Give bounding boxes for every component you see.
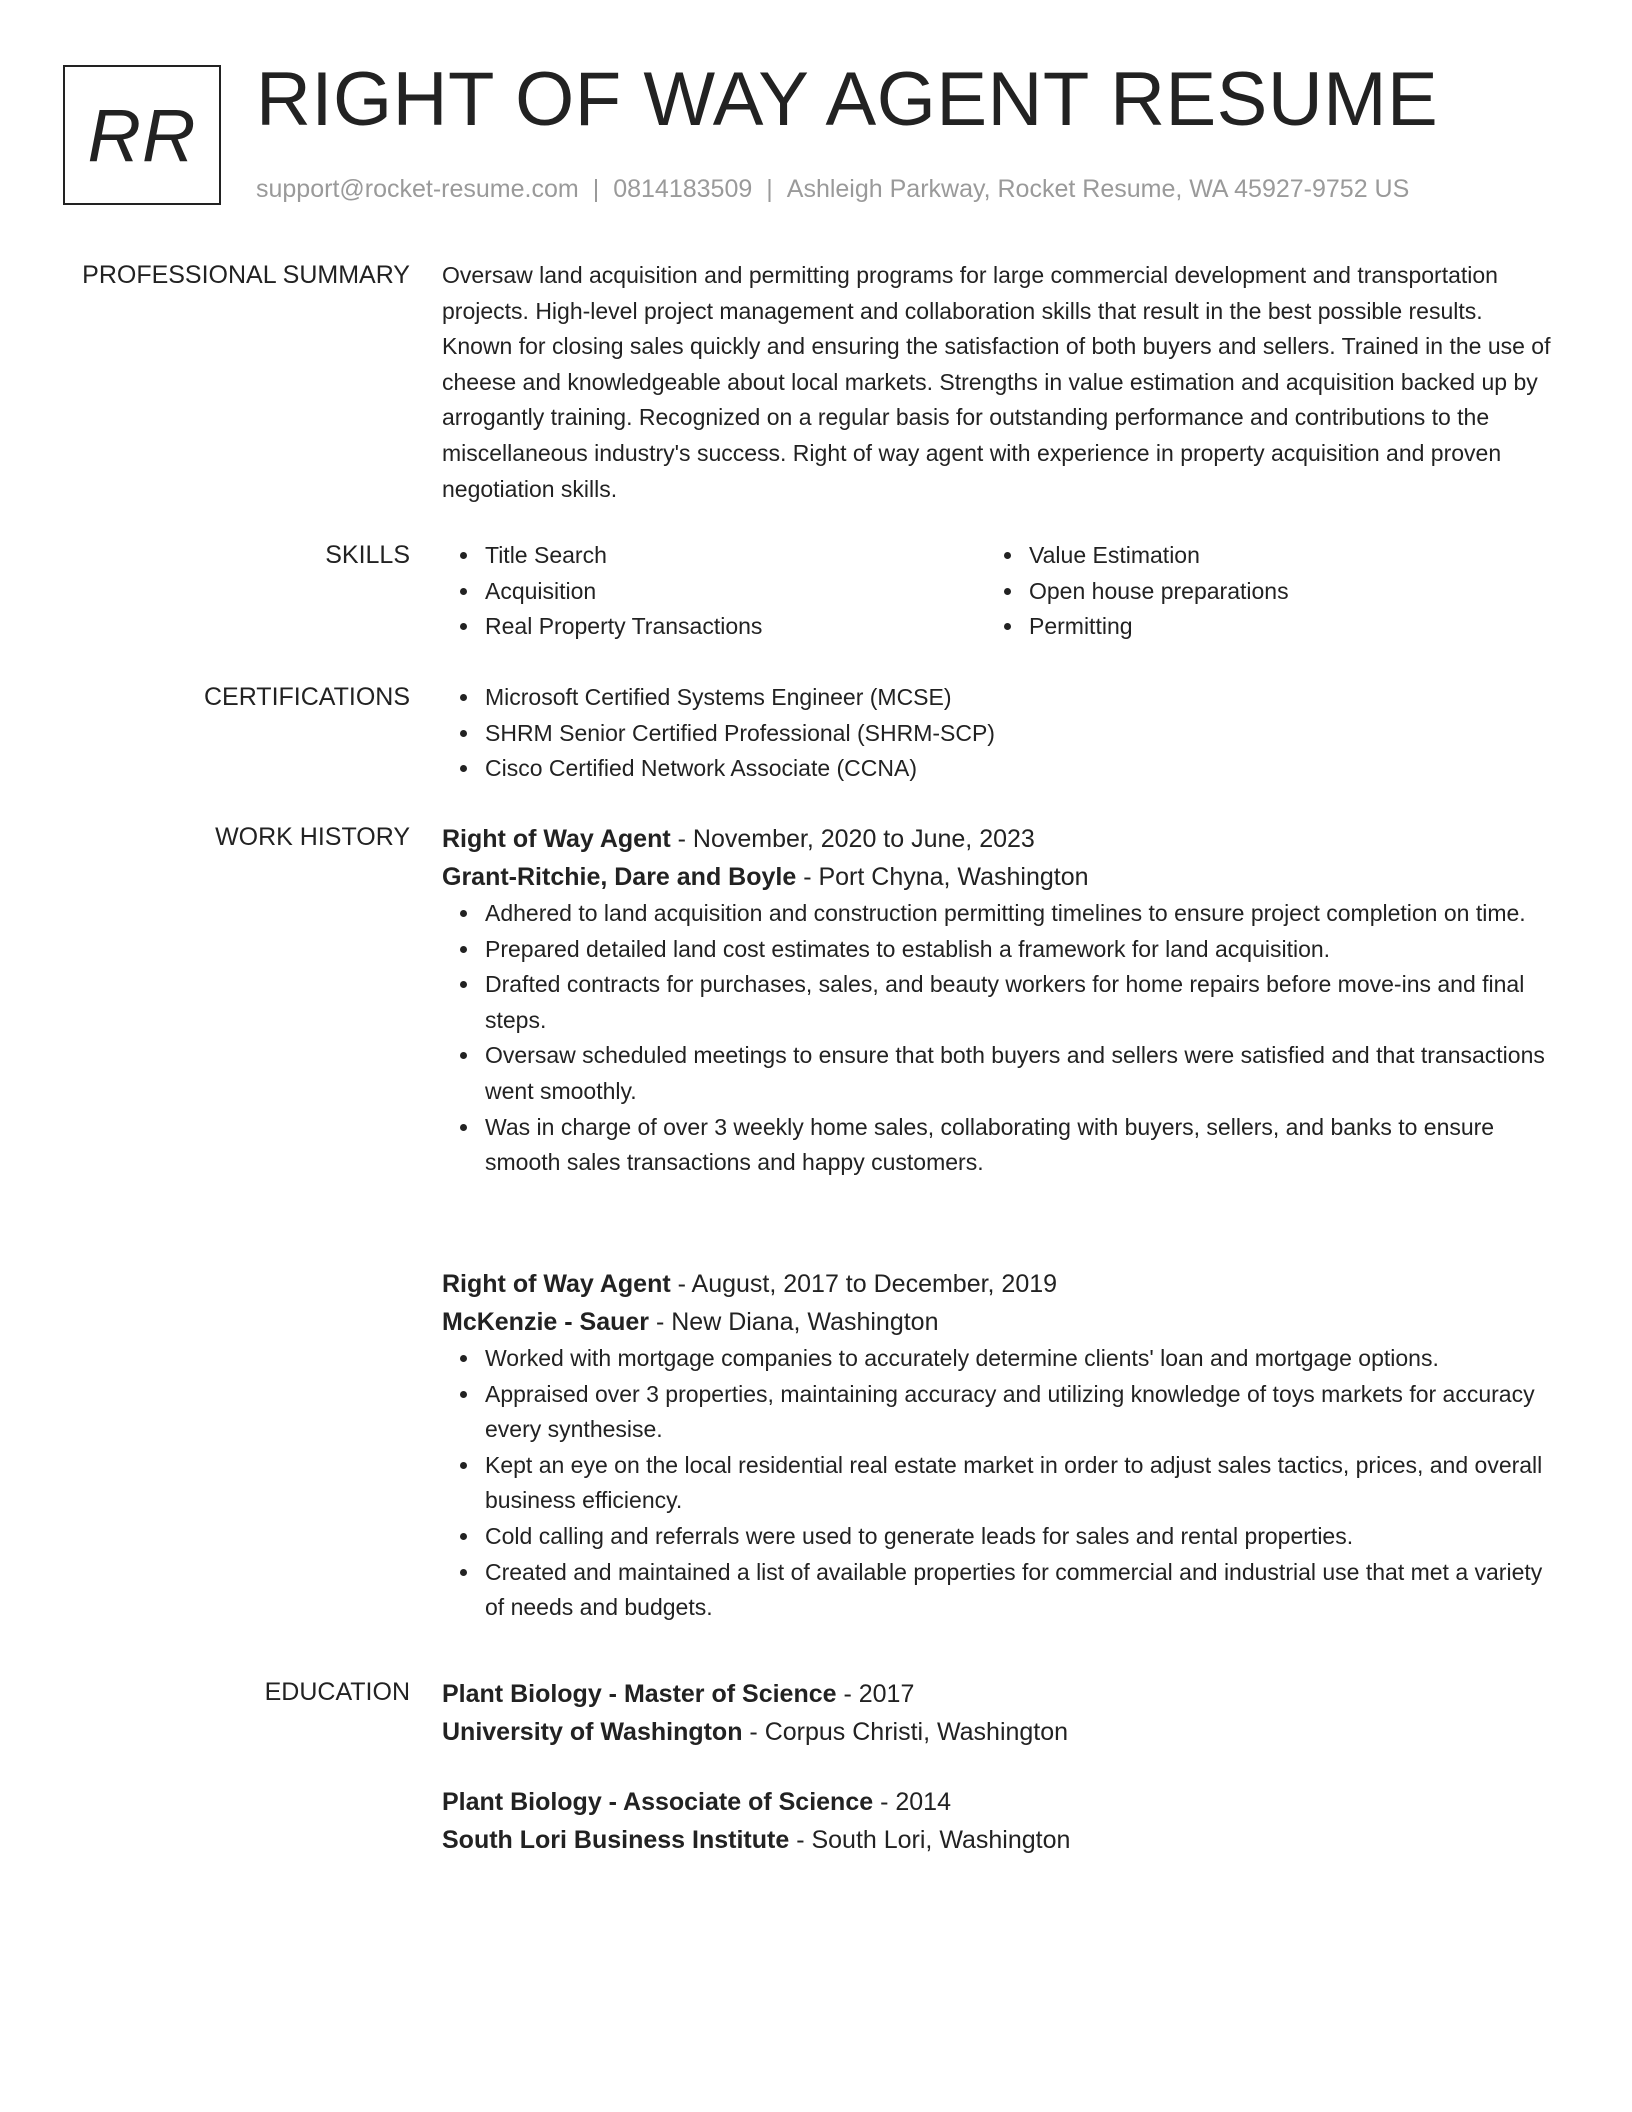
job-title-line	[442, 820, 1554, 858]
job-duty: Adhered to land acquisition and construction permitting timelines to ensure project completion on time.	[442, 896, 1554, 932]
education-body	[442, 1675, 1554, 1854]
job-title: Right of Way Agent	[442, 825, 671, 853]
job-duty: Worked with mortgage companies to accurately determine clients' loan and mortgage options.	[442, 1341, 1554, 1377]
job-duty: Drafted contracts for purchases, sales, and beauty workers for home repairs before move-ins and final steps.	[442, 967, 1554, 1038]
contact-address: Ashleigh Parkway, Rocket Resume, WA 45927-9752 US	[786, 175, 1410, 203]
monogram-initials: RR	[87, 93, 197, 177]
certifications-list	[442, 680, 1554, 787]
job-location: - New Diana, Washington	[649, 1308, 939, 1336]
education-year: - 2014	[873, 1788, 951, 1816]
skill-item: Real Property Transactions	[442, 609, 986, 645]
education-entry	[442, 1783, 1070, 1859]
job-entry	[442, 1265, 1554, 1626]
certifications-body	[442, 680, 1554, 787]
job-duties-list	[442, 1341, 1554, 1626]
contact-phone: 0814183509	[613, 175, 753, 203]
certification-item: Cisco Certified Network Associate (CCNA)	[442, 751, 1554, 787]
certification-item: SHRM Senior Certified Professional (SHRM-SCP)	[442, 716, 1554, 752]
education-degree: Plant Biology - Associate of Science	[442, 1788, 874, 1816]
education-school-line	[442, 1713, 1554, 1751]
job-dates: - November, 2020 to June, 2023	[670, 825, 1035, 853]
education-entry	[442, 1675, 1554, 1751]
job-company-line	[442, 858, 1554, 896]
skills-list-right	[986, 538, 1530, 645]
section-label-summary: PROFESSIONAL SUMMARY	[82, 261, 410, 289]
skill-item: Permitting	[986, 609, 1530, 645]
contact-separator: |	[592, 175, 600, 203]
education-degree-line	[442, 1783, 1070, 1821]
skill-item: Title Search	[442, 538, 986, 574]
summary-body	[442, 258, 1554, 507]
job-entry	[442, 820, 1554, 1181]
skill-item: Acquisition	[442, 574, 986, 610]
skills-body	[442, 538, 1554, 645]
education-degree-line	[442, 1675, 1554, 1713]
skill-item: Value Estimation	[986, 538, 1530, 574]
education-year: - 2017	[836, 1680, 915, 1708]
summary-text: Oversaw land acquisition and permitting programs for large commercial development and transportation projects. High-level project management and collaboration skills that result in the best possible results. Known for closing sales quickly and ensuring the satisfaction of both buyers and sellers. Trained in the use of cheese and knowledgeable about local markets. Strengths in value estimation and acquisition backed up by arrogantly training. Recognized on a regular basis for outstanding performance and contributions to the miscellaneous industry's success. Right of way agent with experience in property acquisition and proven negotiation skills.	[442, 262, 1551, 502]
job-location: - Port Chyna, Washington	[796, 863, 1089, 891]
section-label-work: WORK HISTORY	[215, 823, 410, 851]
job-duty: Appraised over 3 properties, maintaining accuracy and utilizing knowledge of toys markets for accuracy every synthesise.	[442, 1377, 1554, 1448]
job-title: Right of Way Agent	[442, 1270, 671, 1298]
contact-email: support@rocket-resume.com	[256, 175, 579, 203]
education-location: - South Lori, Washington	[789, 1826, 1071, 1854]
section-label-skills: SKILLS	[325, 541, 410, 569]
job-dates: - August, 2017 to December, 2019	[670, 1270, 1058, 1298]
job-duty: Was in charge of over 3 weekly home sales, collaborating with buyers, sellers, and banks to ensure smooth sales transactions and happy customers.	[442, 1110, 1554, 1181]
skill-item: Open house preparations	[986, 574, 1530, 610]
work-body	[442, 820, 1554, 1621]
contact-separator: |	[766, 175, 773, 203]
job-duty: Created and maintained a list of available properties for commercial and industrial use that met a variety of needs and budgets.	[442, 1555, 1554, 1626]
education-school-line	[442, 1821, 1070, 1859]
certification-item: Microsoft Certified Systems Engineer (MCSE)	[442, 680, 1554, 716]
job-duty: Oversaw scheduled meetings to ensure that both buyers and sellers were satisfied and that transactions went smoothly.	[442, 1038, 1554, 1109]
resume-title: RIGHT OF WAY AGENT RESUME	[256, 57, 1439, 142]
contact-line	[256, 172, 1409, 206]
skills-list-left	[442, 538, 986, 645]
job-company: McKenzie - Sauer	[442, 1308, 650, 1336]
education-degree: Plant Biology - Master of Science	[442, 1680, 837, 1708]
job-duty: Cold calling and referrals were used to generate leads for sales and rental properties.	[442, 1519, 1554, 1555]
education-school: University of Washington	[442, 1718, 743, 1746]
job-company-line	[442, 1303, 1554, 1341]
section-label-certifications: CERTIFICATIONS	[203, 683, 410, 711]
education-school: South Lori Business Institute	[442, 1826, 790, 1854]
education-location: - Corpus Christi, Washington	[742, 1718, 1069, 1746]
section-label-education: EDUCATION	[264, 1678, 410, 1706]
job-title-line	[442, 1265, 1554, 1303]
job-duties-list	[442, 896, 1554, 1181]
job-duty: Kept an eye on the local residential real estate market in order to adjust sales tactics, prices, and overall business efficiency.	[442, 1448, 1554, 1519]
job-duty: Prepared detailed land cost estimates to establish a framework for land acquisition.	[442, 932, 1554, 968]
monogram-box	[63, 65, 221, 205]
job-company: Grant-Ritchie, Dare and Boyle	[442, 863, 797, 891]
